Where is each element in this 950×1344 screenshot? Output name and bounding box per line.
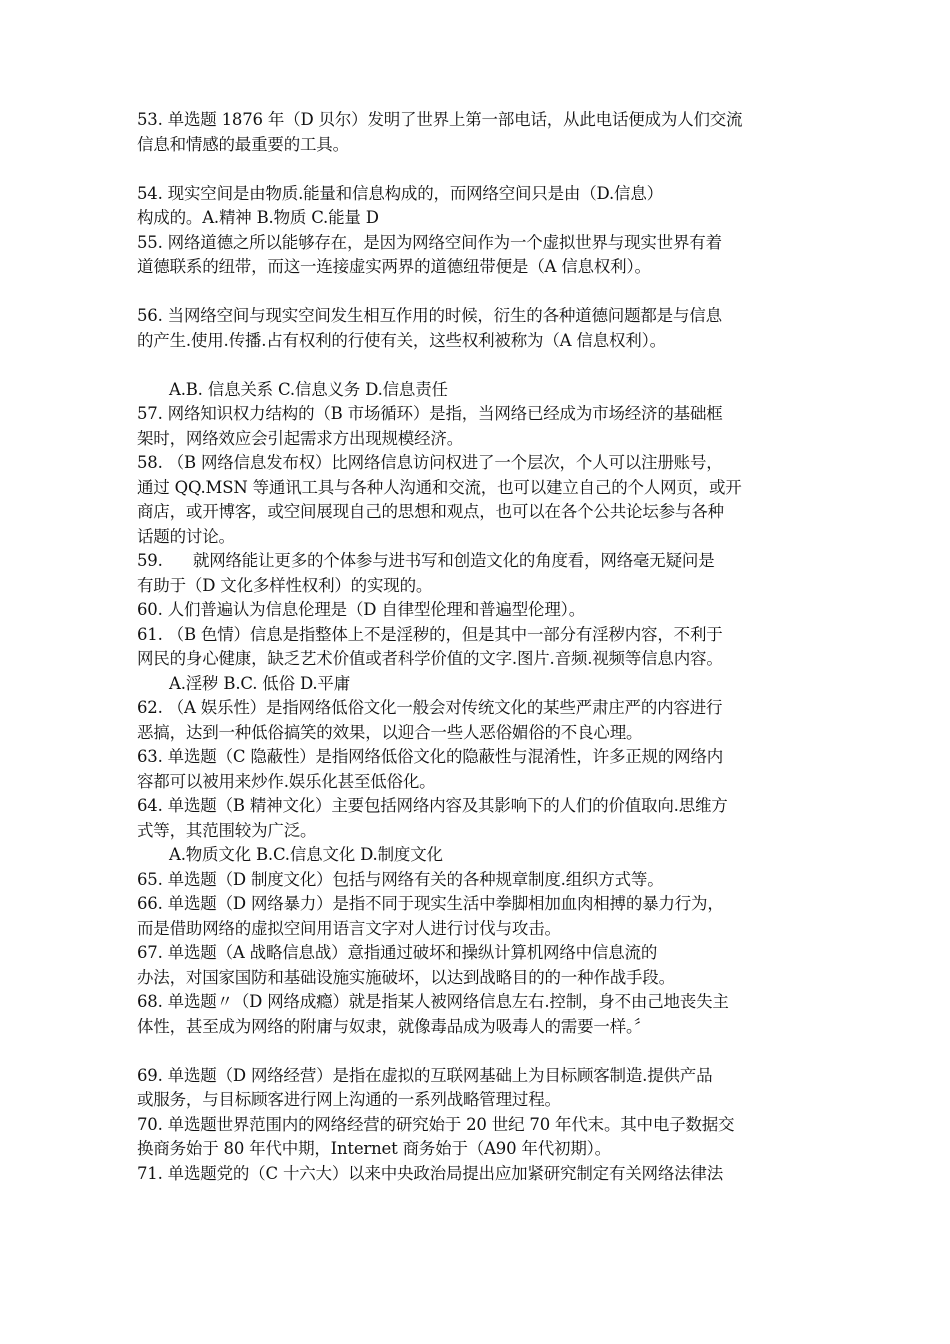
blank-line: [137, 157, 837, 182]
options-line: A.淫秽 B.C. 低俗 D.平庸: [169, 673, 351, 693]
text-line: 恶搞，达到一种低俗搞笑的效果，以迎合一些人恶俗媚俗的不良心理。: [137, 722, 643, 742]
text-line: 54. 现实空间是由物质.能量和信息构成的，而网络空间只是由（D.信息）: [137, 183, 663, 203]
text-line: 64. 单选题（B 精神文化）主要包括网络内容及其影响下的人们的价值取向.思维方: [137, 796, 728, 815]
text-line: 道德联系的纽带，而这一连接虚实两界的道德纽带便是（A 信息权利）。: [137, 257, 651, 276]
text-line: 构成的。A.精神 B.物质 C.能量 D: [137, 208, 379, 227]
text-line: 61. （B 色情）信息是指整体上不是淫秽的，但是其中一部分有淫秽内容，不利于: [137, 624, 723, 644]
text-line: 架时，网络效应会引起需求方出现规模经济。: [137, 428, 464, 448]
document-body: [137, 108, 837, 1186]
text-line: 体性，甚至成为网络的附庸与奴隶，就像毒品成为吸毒人的需要一样。〞: [137, 1016, 651, 1036]
text-line: 58. （B 网络信息发布权）比网络信息访问权进了一个层次，个人可以注册账号，: [137, 453, 723, 472]
options-line: A.物质文化 B.C.信息文化 D.制度文化: [169, 845, 443, 864]
text-line: 通过 QQ.MSN 等通讯工具与各种人沟通和交流，也可以建立自己的个人网页，或开: [137, 477, 742, 497]
text-line: 65. 单选题（D 制度文化）包括与网络有关的各种规章制度.组织方式等。: [137, 869, 664, 889]
blank-line: [137, 1039, 837, 1064]
text-line: 56. 当网络空间与现实空间发生相互作用的时候，衍生的各种道德问题都是与信息: [137, 306, 722, 325]
text-line: 或服务，与目标顾客进行网上沟通的一系列战略管理过程。: [137, 1090, 561, 1109]
blank-line: [137, 353, 837, 378]
text-line: 而是借助网络的虚拟空间用语言文字对人进行讨伐与攻击。: [137, 918, 561, 938]
text-line: 商店，或开博客，或空间展现自己的思想和观点，也可以在各个公共论坛参与各种: [137, 502, 724, 521]
text-line: 式等，其范围较为广泛。: [137, 820, 317, 840]
text-line: 有助于（D 文化多样性权利）的实现的。: [137, 575, 433, 595]
text-line: 67. 单选题（A 战略信息战）意指通过破坏和操纵计算机网络中信息流的: [137, 943, 658, 962]
text-line: 60. 人们普遍认为信息伦理是（D 自律型伦理和普遍型伦理）。: [137, 600, 586, 619]
text-line: 53. 单选题 1876 年（D 贝尔）发明了世界上第一部电话，从此电话便成为人们交流: [137, 110, 743, 129]
text-line: 网民的身心健康，缺乏艺术价值或者科学价值的文字.图片.音频.视频等信息内容。: [137, 649, 723, 668]
blank-line: [137, 280, 837, 305]
text-line: 59. 就网络能让更多的个体参与进书写和创造文化的角度看，网络毫无疑问是: [137, 551, 715, 570]
text-line: 71. 单选题党的（C 十六大）以来中央政治局提出应加紧研究制定有关网络法律法: [137, 1163, 724, 1183]
text-line: 57. 网络知识权力结构的（B 市场循环）是指，当网络已经成为市场经济的基础框: [137, 404, 723, 423]
text-line: 55. 网络道德之所以能够存在，是因为网络空间作为一个虚拟世界与现实世界有着: [137, 232, 722, 252]
text-line: 办法，对国家国防和基础设施实施破坏，以达到战略目的的一种作战手段。: [137, 967, 675, 987]
text-line: 63. 单选题（C 隐蔽性）是指网络低俗文化的隐蔽性与混淆性，许多正规的网络内: [137, 747, 724, 766]
text-line: 68. 单选题〃（D 网络成瘾）就是指某人被网络信息左右.控制，身不由己地丧失主: [137, 992, 729, 1011]
text-line: 话题的讨论。: [137, 526, 235, 546]
options-line: A.B. 信息关系 C.信息义务 D.信息责任: [169, 379, 448, 399]
text-line: 62. （A 娱乐性）是指网络低俗文化一般会对传统文化的某些严肃庄严的内容进行: [137, 698, 723, 717]
text-line: 信息和情感的最重要的工具。: [137, 134, 349, 154]
text-line: 69. 单选题（D 网络经营）是指在虚拟的互联网基础上为目标顾客制造.提供产品: [137, 1065, 713, 1085]
text-line: 70. 单选题世界范围内的网络经营的研究始于 20 世纪 70 年代末。其中电子数据交: [137, 1114, 735, 1134]
text-line: 66. 单选题（D 网络暴力）是指不同于现实生活中拳脚相加血肉相搏的暴力行为，: [137, 894, 724, 913]
text-line: 换商务始于 80 年代中期，Internet 商务始于（A90 年代初期）。: [137, 1139, 611, 1158]
text-line: 的产生.使用.传播.占有权利的行使有关，这些权利被称为（A 信息权利）。: [137, 330, 666, 350]
text-line: 容都可以被用来炒作.娱乐化甚至低俗化。: [137, 771, 436, 791]
